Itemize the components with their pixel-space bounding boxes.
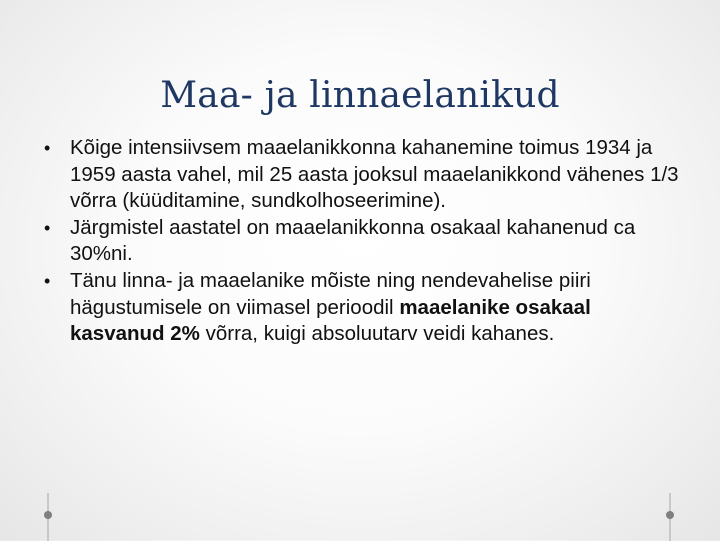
bullet-text-before: Tänu linna- ja maaelanike mõiste ning nendevahelise piiri hägustumisele on viimasel perioodil xyxy=(70,268,591,319)
slide-title: Maa- ja linnaelanikud xyxy=(160,75,560,116)
right-decorative-dot xyxy=(666,511,674,519)
bullet-text-after: võrra, kuigi absoluutarv veidi kahanes. xyxy=(199,322,555,346)
bullet-list xyxy=(28,135,688,348)
bullet-marker: • xyxy=(44,217,51,238)
bullet-text: Kõige intensiivsem maaelanikkonna kahanemine toimus 1934 ja 1959 aasta vahel, mil 25 aasta jooksul maaelanikkond vähenes 1/3 võrra (küüditamine, sundkolhoseerimine). xyxy=(70,136,679,213)
bullet-marker: • xyxy=(44,138,51,158)
bullet-text-bold: maaelanike osakaal kasvanud 2% xyxy=(70,295,591,346)
left-decorative-dot xyxy=(44,511,52,519)
bullet-item-3 xyxy=(28,268,688,348)
bullet-item-2 xyxy=(28,215,688,268)
bullet-marker: • xyxy=(44,270,51,291)
bullet-item-1 xyxy=(28,135,688,215)
bullet-text: Järgmistel aastatel on maaelanikkonna osakaal kahanenud ca 30%ni. xyxy=(70,215,636,266)
